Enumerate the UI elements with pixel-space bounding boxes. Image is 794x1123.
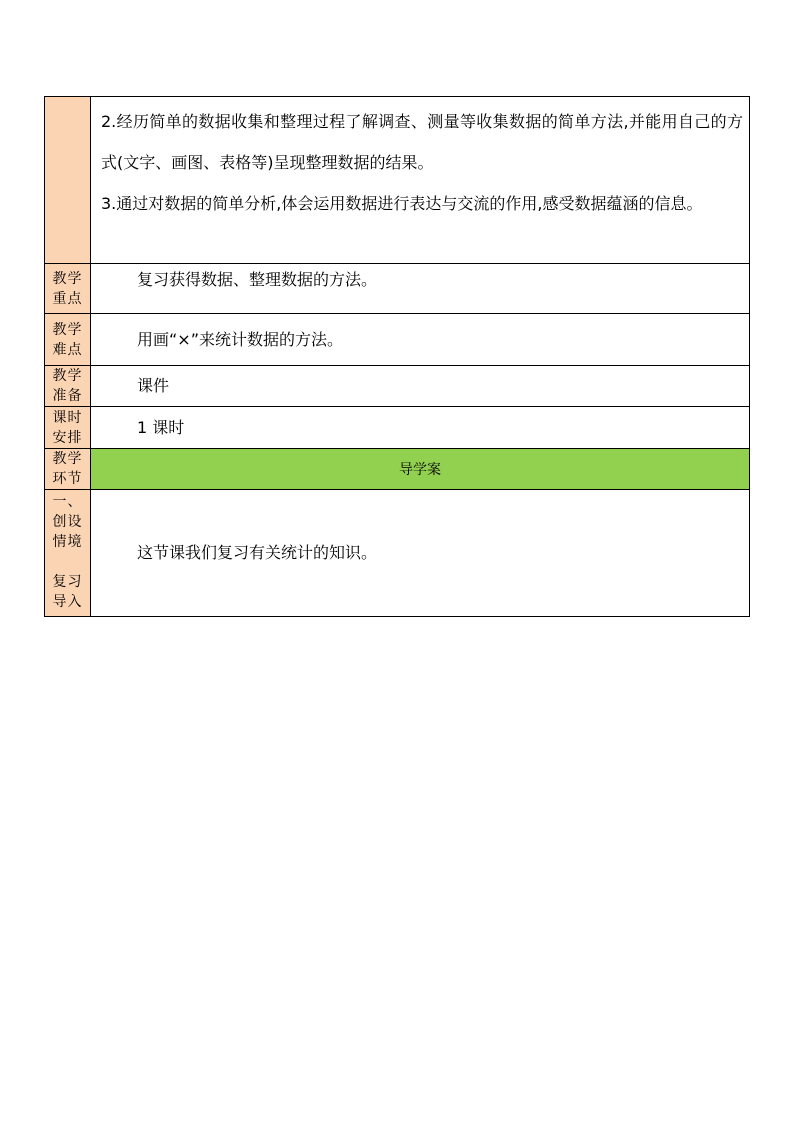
- goal-item-2: 2.经历简单的数据收集和整理过程了解调查、测量等收集数据的简单方法,并能用自己的方式(文字、画图、表格等)呈现整理数据的结果。: [101, 112, 743, 172]
- difficulties-content: 用画“×”来统计数据的方法。: [91, 314, 750, 366]
- difficulties-row: [45, 314, 750, 366]
- intro-content: 这节课我们复习有关统计的知识。: [91, 490, 750, 617]
- key-points-label: 教学 重点: [45, 264, 91, 314]
- schedule-row: [45, 407, 750, 449]
- goals-label-cell: [45, 97, 91, 264]
- key-points-row: [45, 264, 750, 314]
- goal-item-3: 3.通过对数据的简单分析,体会运用数据进行表达与交流的作用,感受数据蕴涵的信息。: [101, 194, 703, 213]
- stage-row: [45, 449, 750, 490]
- difficulties-label: 教学 难点: [45, 314, 91, 366]
- stage-label: 教学 环节: [45, 449, 91, 490]
- intro-label: 一、 创设 情境 复习 导入: [45, 490, 91, 617]
- preparation-row: [45, 366, 750, 407]
- stage-header: 导学案: [91, 449, 750, 490]
- preparation-label: 教学 准备: [45, 366, 91, 407]
- schedule-label: 课时 安排: [45, 407, 91, 449]
- preparation-content: 课件: [91, 366, 750, 407]
- lesson-plan-table: [44, 96, 750, 617]
- goals-row: [45, 97, 750, 264]
- schedule-content: 1 课时: [91, 407, 750, 449]
- intro-row: [45, 490, 750, 617]
- goals-content-cell: [91, 97, 750, 264]
- key-points-content: 复习获得数据、整理数据的方法。: [91, 264, 750, 314]
